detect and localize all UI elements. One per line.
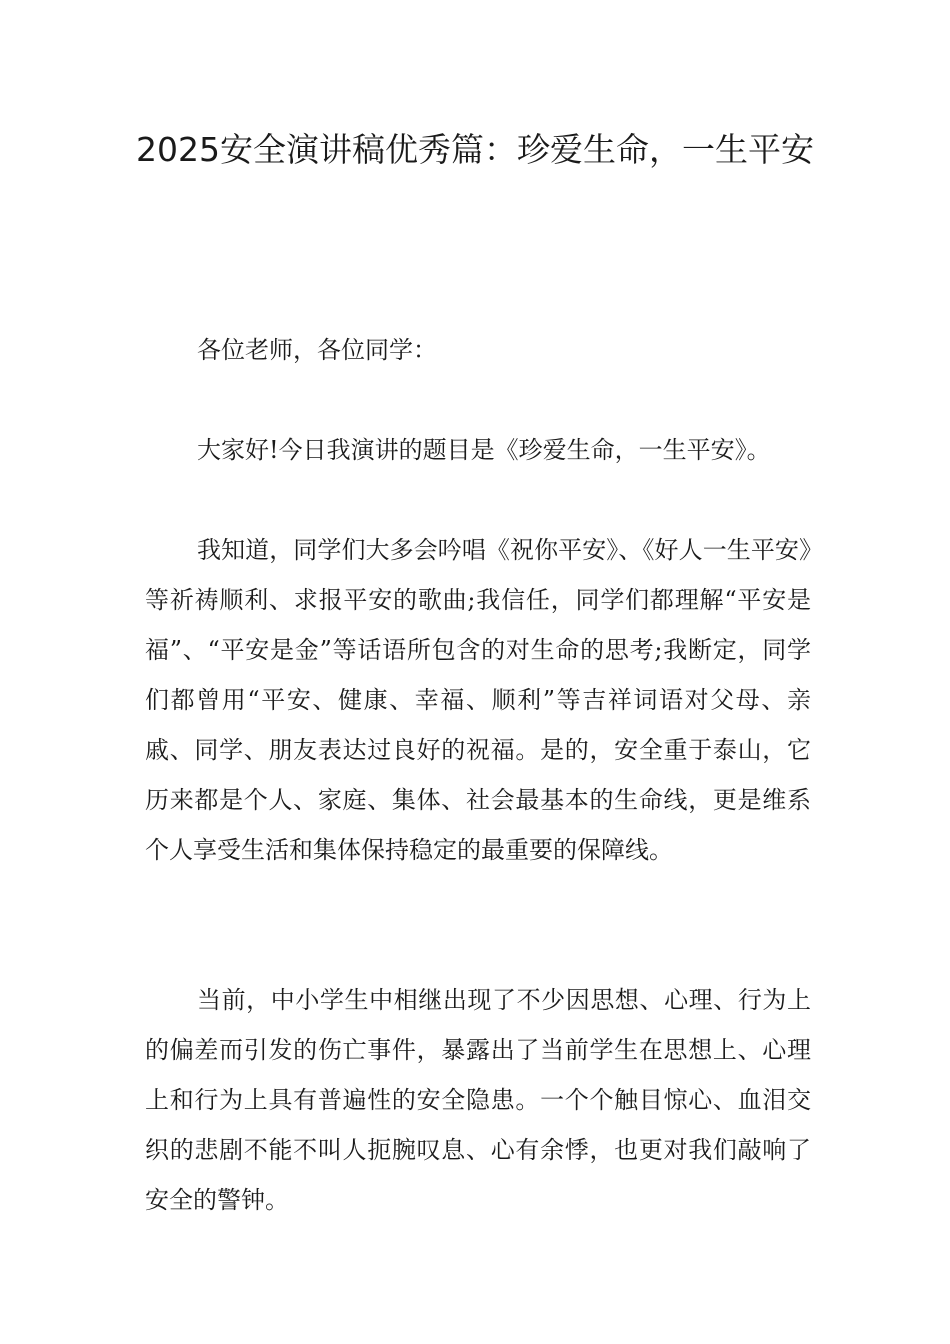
- greeting-paragraph: 各位老师，各位同学：: [197, 336, 437, 364]
- body-paragraph: 我知道，同学们大多会吟唱《祝你平安》、《好人一生平安》等祈祷顺利、求报平安的歌曲;我信任，同学们都理解“平安是福”、“平安是金”等话语所包含的对生命的思考;我断定，同学们都曾用“平安、健康、幸福、顺利”等吉祥词语对父母、亲戚、同学、朋友表达过良好的祝福。是的，安全重于泰山，它历来都是个人、家庭、集体、社会最基本的生命线，更是维系个人享受生活和集体保持稳定的最重要的保障线。: [145, 536, 811, 864]
- body-paragraph: 当前，中小学生中相继出现了不少因思想、心理、行为上的偏差而引发的伤亡事件，暴露出了当前学生在思想上、心理上和行为上具有普遍性的安全隐患。一个个触目惊心、血泪交织的悲剧不能不叫人扼腕叹息、心有余悸，也更对我们敲响了安全的警钟。: [145, 986, 811, 1214]
- document-title: 2025安全演讲稿优秀篇：珍爱生命，一生平安: [136, 130, 814, 169]
- intro-paragraph: 大家好!今日我演讲的题目是《珍爱生命，一生平安》。: [197, 436, 771, 464]
